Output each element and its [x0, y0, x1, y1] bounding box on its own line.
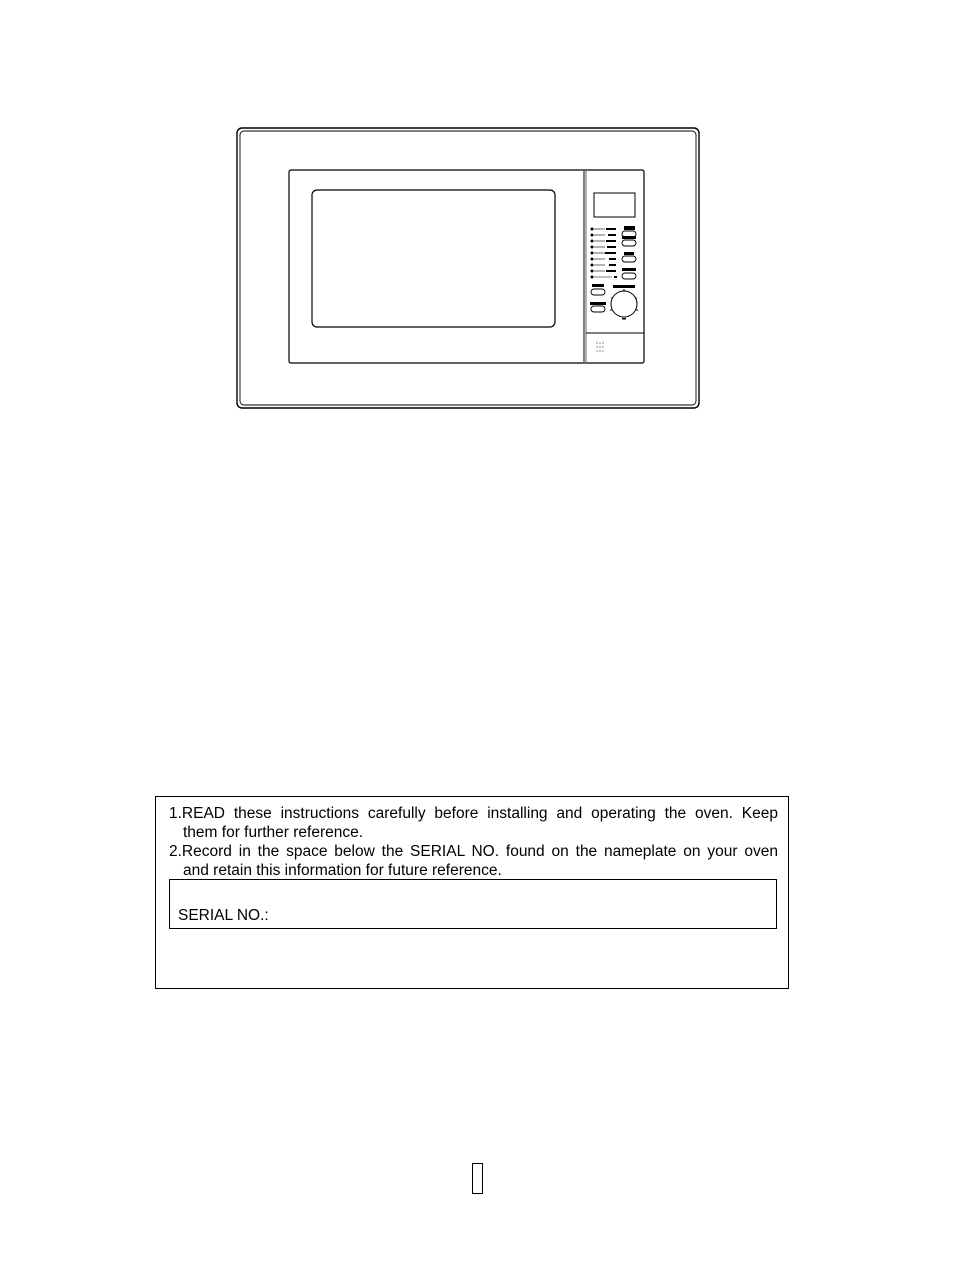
control-buttons-left [590, 284, 606, 312]
door-window [312, 190, 555, 327]
speaker-grille [596, 342, 604, 352]
instruction-2-line-2: and retain this information for future reference. [183, 862, 502, 879]
instruction-1-line-2: them for further reference. [183, 824, 364, 841]
control-dial [610, 285, 638, 320]
indicator-list [591, 228, 617, 278]
display-screen [594, 193, 635, 217]
instruction-2-line-1: 2.Record in the space below the SERIAL NO. found on the nameplate on your oven [169, 843, 778, 860]
control-buttons-right [622, 226, 636, 279]
page-number-placeholder [472, 1163, 483, 1194]
serial-number-label: SERIAL NO.: [178, 907, 269, 924]
instruction-item-1 [169, 804, 778, 842]
instruction-1-line-1: 1.READ these instructions carefully before installing and operating the oven. Keep [169, 805, 778, 822]
instruction-item-2 [169, 842, 778, 880]
oven-body [289, 170, 644, 363]
microwave-oven-illustration [0, 0, 954, 430]
serial-number-field [169, 879, 777, 929]
instructions-box [155, 796, 789, 989]
